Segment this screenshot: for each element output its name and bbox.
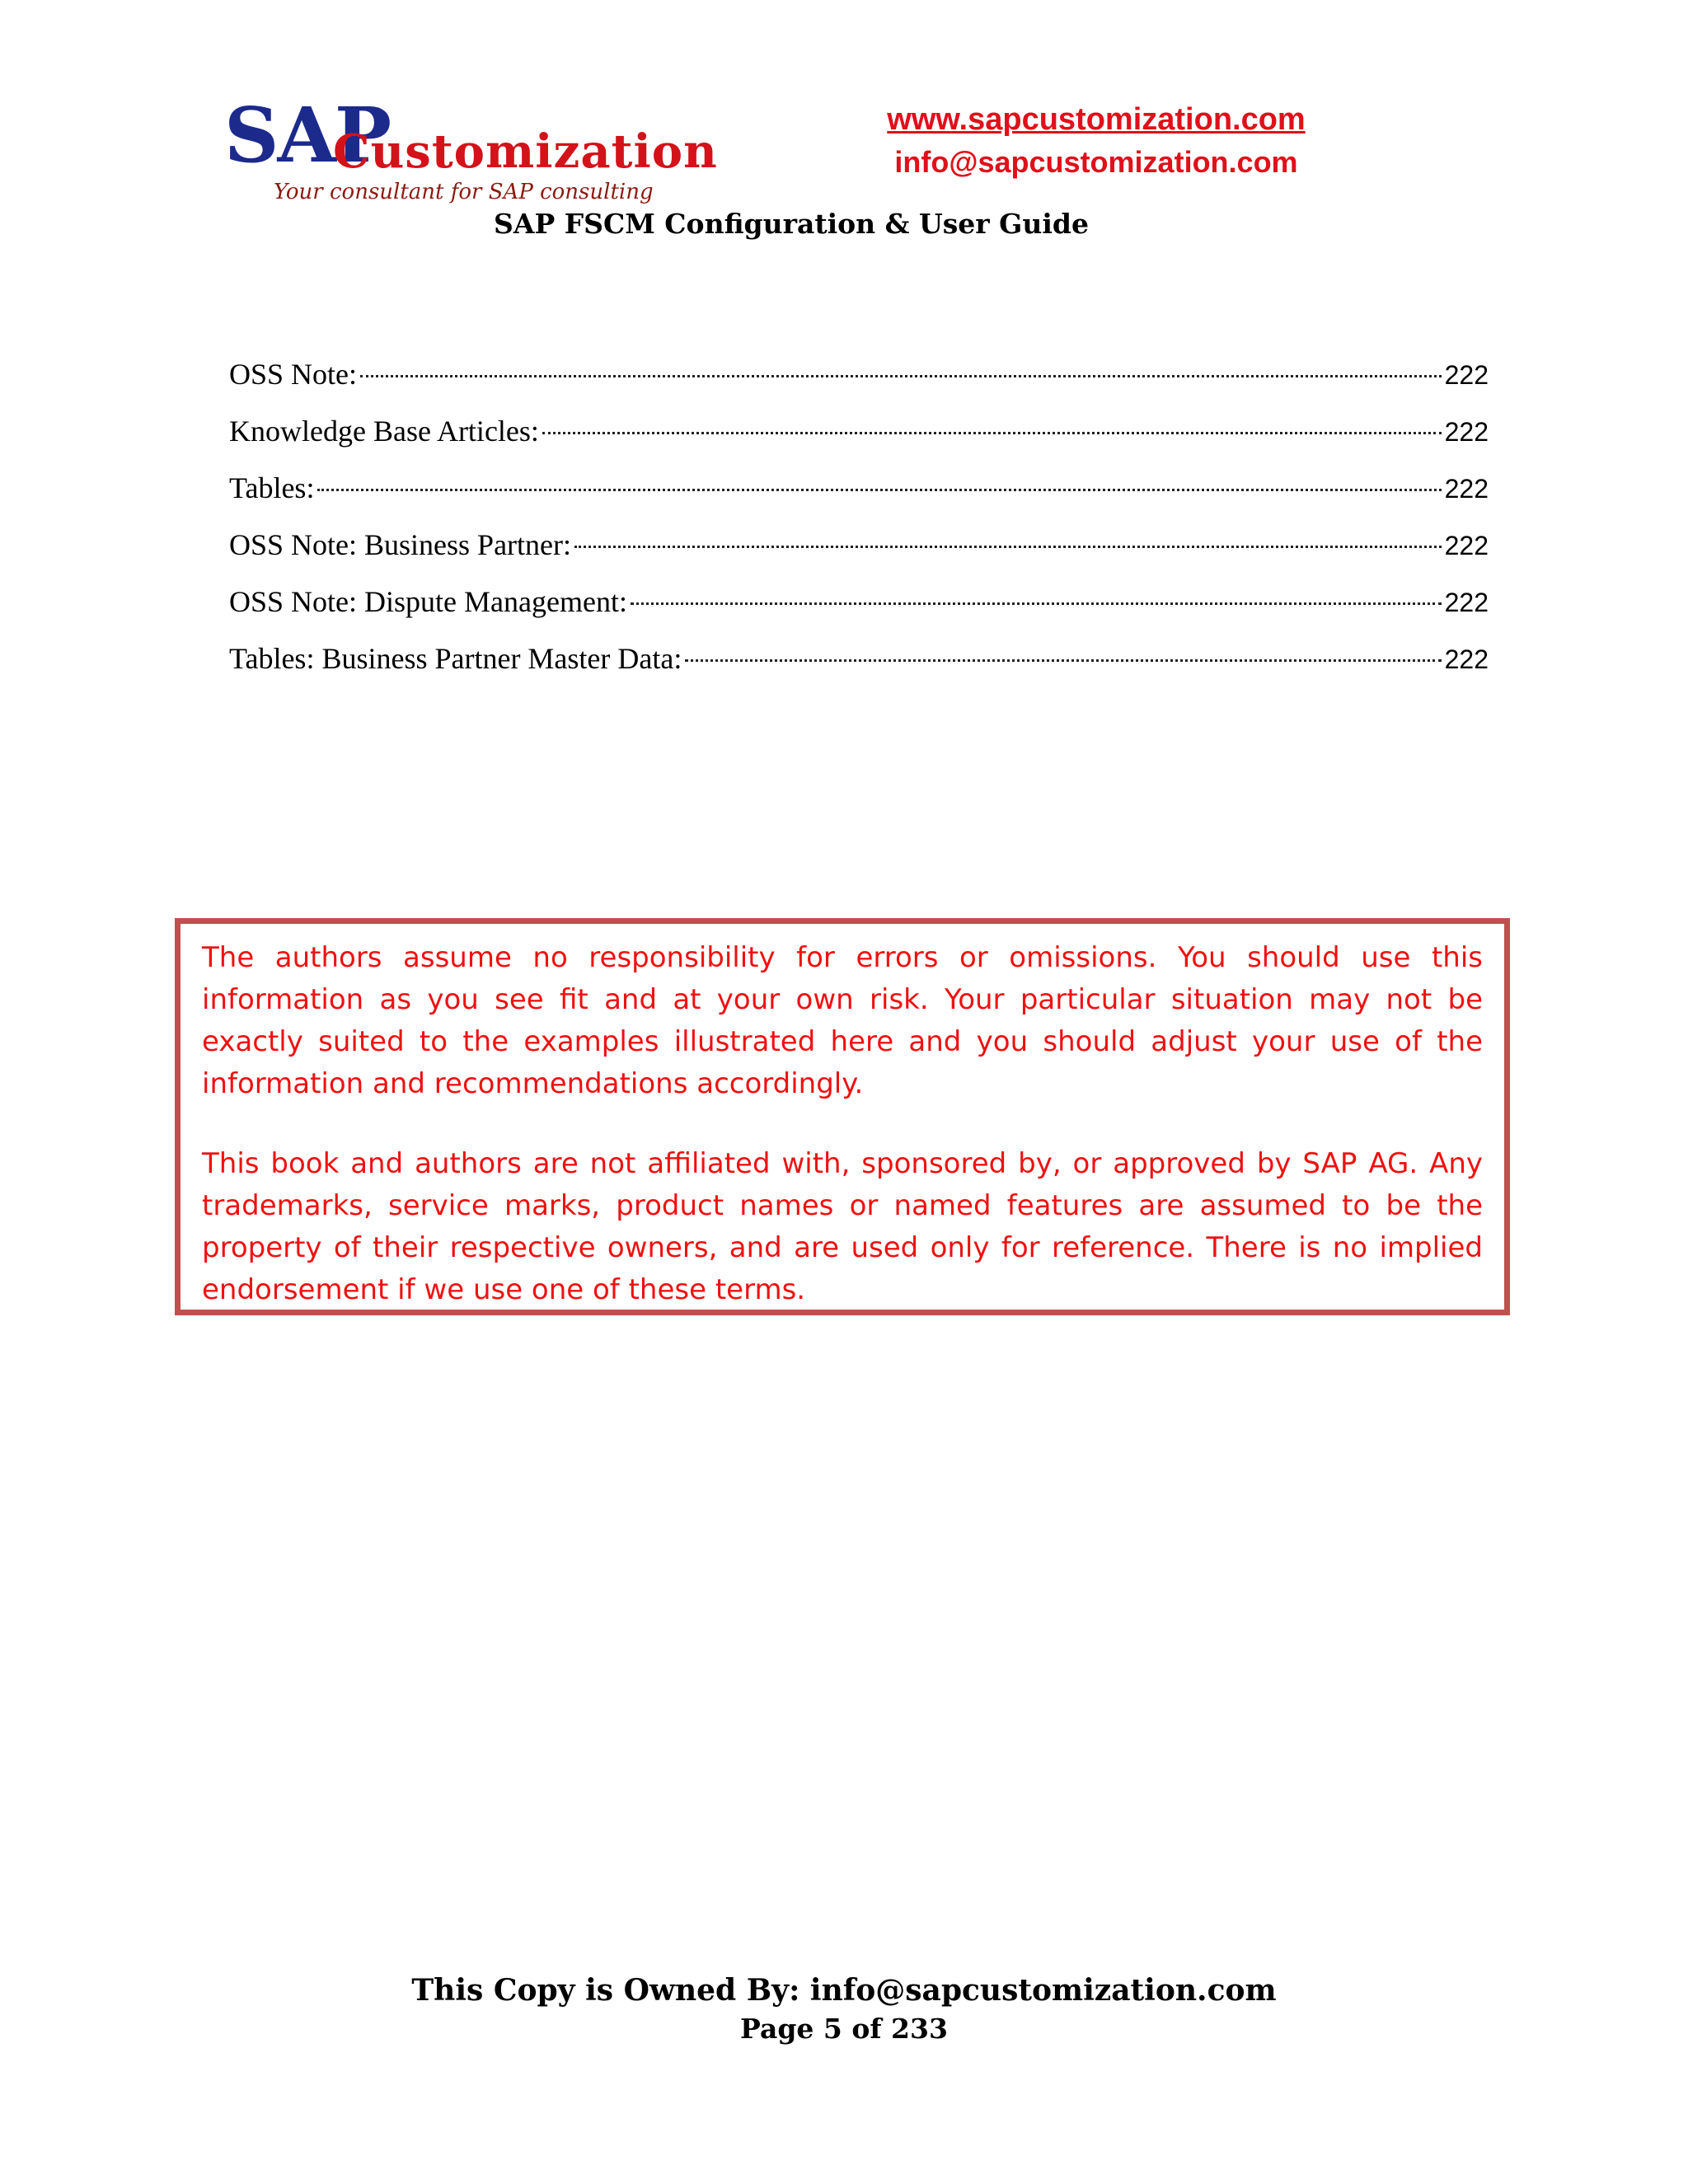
toc-entry-label: OSS Note: Business Partner: xyxy=(229,528,572,561)
toc-entry-page: 222 xyxy=(1444,360,1489,390)
header-email: info@sapcustomization.com xyxy=(894,145,1298,179)
toc-entry-label: OSS Note: xyxy=(229,358,358,391)
toc-leader-dots xyxy=(574,546,1442,548)
toc-leader-dots xyxy=(360,375,1442,377)
toc-entry-page: 222 xyxy=(1444,588,1489,617)
toc-entry-label: Knowledge Base Articles: xyxy=(229,415,539,448)
toc-entry-label: OSS Note: Dispute Management: xyxy=(229,585,627,618)
toc-leader-dots xyxy=(631,602,1442,605)
footer-page-number: Page 5 of 233 xyxy=(740,2013,948,2045)
logo-sap-text: SAP xyxy=(224,91,390,180)
disclaimer-box xyxy=(175,918,1510,1315)
document-title: SAP FSCM Configuration & User Guide xyxy=(494,208,1089,240)
logo-customization-text: Customization xyxy=(333,124,718,179)
toc-entry-label: Tables: Business Partner Master Data: xyxy=(229,642,682,675)
disclaimer-paragraph-responsibility: The authors assume no responsibility for errors or omissions. You should use this information as you see fit and at your own risk. Your particular situation may not be exactly suited to the examples illustrated here and you should adjust your use of the information and recommendations accordingly. xyxy=(202,941,1483,1100)
toc-entry-page: 222 xyxy=(1444,644,1489,674)
toc-entry[interactable] xyxy=(229,637,1489,694)
logo-tagline: Your consultant for SAP consulting xyxy=(274,180,654,204)
disclaimer-paragraph-affiliation: This book and authors are not affiliated with, sponsored by, or approved by SAP AG. Any trademarks, service marks, product names or named features are assumed to be the property of their respective owners, and are used only for reference. There is no implied endorsement if we use one of these terms. xyxy=(202,1147,1483,1306)
toc-entry[interactable] xyxy=(229,466,1489,523)
toc-entry[interactable] xyxy=(229,410,1489,466)
table-of-contents xyxy=(229,353,1489,694)
toc-entry[interactable] xyxy=(229,353,1489,410)
toc-entry-label: Tables: xyxy=(229,471,315,504)
toc-leader-dots xyxy=(685,659,1441,662)
toc-entry-page: 222 xyxy=(1444,474,1489,504)
footer-owner-line: This Copy is Owned By: info@sapcustomization.com xyxy=(411,1973,1277,2008)
toc-leader-dots xyxy=(317,489,1441,491)
toc-entry-page: 222 xyxy=(1444,531,1489,560)
toc-entry-page: 222 xyxy=(1444,417,1489,447)
toc-entry[interactable] xyxy=(229,523,1489,580)
toc-leader-dots xyxy=(542,432,1442,434)
company-logo xyxy=(224,91,718,213)
toc-entry[interactable] xyxy=(229,580,1489,637)
website-link[interactable]: www.sapcustomization.com xyxy=(887,102,1306,137)
